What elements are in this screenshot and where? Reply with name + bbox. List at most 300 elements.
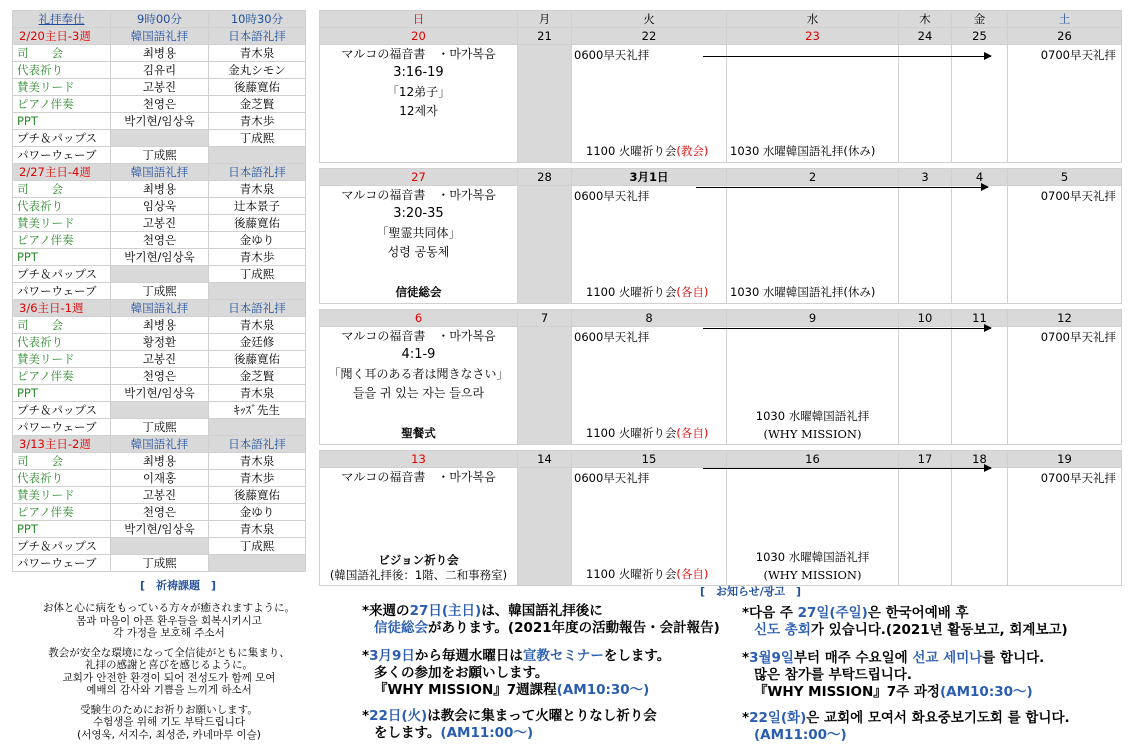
sunday-sermon: [320, 327, 517, 401]
date-cell: 25: [952, 28, 1008, 45]
date-cell: 27: [320, 169, 518, 186]
sunday-event: 信徒総会: [395, 285, 442, 299]
roster-cell-korean: [111, 402, 209, 419]
sermon-title: 「聖霊共同体」: [376, 226, 461, 240]
notice-line: [754, 684, 1033, 701]
roster-row: [13, 249, 306, 266]
roster-role-label: 賛美リード: [13, 215, 111, 232]
sermon-title: 「12弟子」: [386, 85, 451, 99]
notice-line: [754, 622, 1068, 639]
roster-cell-japanese: 青木泉: [209, 385, 306, 402]
duty-roster-table: [12, 10, 306, 572]
roster-cell-korean: 최병용: [111, 45, 209, 62]
continuation-arrow: [696, 187, 988, 188]
roster-role-label: 代表祈り: [13, 334, 111, 351]
weekday-mon: 月: [518, 11, 572, 28]
roster-row: [13, 232, 306, 249]
prayer-line: 受験生のためにお祈りお願いします。: [80, 703, 258, 716]
sermon-passage: 3:20-35: [393, 206, 444, 221]
day-cell: [320, 186, 518, 304]
roster-row: [13, 147, 306, 164]
tuesday-prayer-location: (各自): [676, 285, 709, 299]
week-body-row: [320, 327, 1122, 445]
roster-role-label: パワーウェーブ: [13, 555, 111, 572]
day-cell: [952, 45, 1008, 163]
notice-line: [362, 648, 670, 665]
roster-role-label: 代表祈り: [13, 198, 111, 215]
tuesday-prayer-label: 1100 火曜祈り会: [586, 285, 677, 299]
roster-cell-japanese: 青木泉: [209, 521, 306, 538]
day-cell: [727, 468, 899, 586]
roster-row: [13, 113, 306, 130]
roster-cell-japanese: 金廷修: [209, 334, 306, 351]
weekday-sat: 土: [1008, 11, 1122, 28]
day-cell: [518, 468, 572, 586]
roster-title: 礼拝奉仕: [38, 12, 85, 26]
notice-line: [374, 725, 533, 742]
notice-text: *: [742, 710, 750, 726]
week-body-row: [320, 45, 1122, 163]
notice-text: をします。: [603, 648, 671, 664]
notice-text: 『WHY MISSION』7週課程: [374, 682, 557, 698]
roster-cell-korean: 김유리: [111, 62, 209, 79]
roster-cell-korean: 최병용: [111, 181, 209, 198]
roster-cell-japanese: [209, 419, 306, 436]
date-cell: 3月1日: [572, 169, 727, 186]
roster-row: [13, 283, 306, 300]
roster-row: [13, 45, 306, 62]
sunday-event: 聖餐式: [401, 426, 436, 440]
date-cell: 24: [899, 28, 952, 45]
notice-line: [754, 727, 847, 744]
sermon-book: マルコの福音書 ・마가복음: [341, 470, 496, 484]
roster-role-label: パワーウェーブ: [13, 419, 111, 436]
notice-text: は教会に集まって火曜とりなし祈り会: [427, 708, 657, 724]
saturday-dawn-prayer: 0700早天礼拝: [1040, 48, 1116, 62]
roster-cell-korean: 박기현/임상욱: [111, 249, 209, 266]
prayer-line: 몸과 마음이 아픈 환우들을 회복시키시고: [76, 614, 262, 627]
sermon-passage: 4:1-9: [401, 347, 436, 362]
roster-role-label: 賛美リード: [13, 79, 111, 96]
notice-text: *: [362, 648, 370, 664]
date-cell: 8: [572, 310, 727, 327]
roster-service-korean: 韓国語礼拝: [111, 436, 209, 453]
roster-service-japanese: 日本語礼拝: [209, 164, 306, 181]
roster-cell-japanese: 丁成熙: [209, 130, 306, 147]
date-cell: 23: [727, 28, 899, 45]
notice-highlight: 선교 세미나: [912, 650, 983, 666]
prayer-line: 예배의 감사와 기쁨을 느끼게 하소서: [86, 684, 252, 696]
roster-role-label: ピアノ伴奏: [13, 504, 111, 521]
roster-cell-korean: [111, 538, 209, 555]
day-cell: [1008, 468, 1122, 586]
roster-cell-japanese: 青木歩: [209, 470, 306, 487]
roster-role-label: パワーウェーブ: [13, 283, 111, 300]
date-cell: 28: [518, 169, 572, 186]
date-cell: 7: [518, 310, 572, 327]
notice-text: 가 있습니다.(2021년 활동보고, 회계보고): [810, 622, 1068, 638]
notice-highlight: 22일(화): [749, 710, 807, 726]
prayer-line: 교회가 안전한 환경이 되어 전성도가 함께 모여: [62, 671, 276, 684]
roster-role-label: パワーウェーブ: [13, 147, 111, 164]
roster-row: [13, 351, 306, 368]
day-cell: [1008, 186, 1122, 304]
tuesday-dawn-prayer: 0600早天礼拝: [574, 189, 650, 203]
roster-cell-japanese: 青木歩: [209, 113, 306, 130]
date-cell: 10: [899, 310, 952, 327]
roster-service-korean: 韓国語礼拝: [111, 164, 209, 181]
roster-service-japanese: 日本語礼拝: [209, 28, 306, 45]
notice-text: があります。(2021年度の活動報告・会計報告): [428, 620, 720, 636]
date-row: [320, 451, 1122, 468]
roster-cell-japanese: 青木泉: [209, 45, 306, 62]
roster-role-label: 司 会: [13, 317, 111, 334]
roster-cell-korean: 최병용: [111, 453, 209, 470]
date-row: [320, 310, 1122, 327]
notice-line: [742, 710, 1070, 727]
roster-cell-korean: 丁成熙: [111, 147, 209, 164]
tuesday-prayer-label: 1100 火曜祈り会: [586, 567, 677, 581]
saturday-dawn-prayer: 0700早天礼拝: [1040, 330, 1116, 344]
notice-line: [374, 620, 720, 637]
notice-text: 많은 참가를 부탁드립니다.: [754, 667, 912, 683]
roster-cell-korean: 박기현/임상욱: [111, 385, 209, 402]
weekday-tue: 火: [572, 11, 727, 28]
day-cell: [572, 45, 727, 163]
notice-text: は、韓国語礼拝後に: [481, 603, 603, 619]
roster-role-label: プチ＆パップス: [13, 402, 111, 419]
day-cell: [952, 186, 1008, 304]
roster-cell-japanese: 金丸シモン: [209, 62, 306, 79]
tuesday-prayer-label: 1100 火曜祈り会: [586, 144, 677, 158]
roster-cell-korean: [111, 266, 209, 283]
roster-row: [13, 538, 306, 555]
notice-text: *来週の: [362, 603, 410, 619]
date-cell: 14: [518, 451, 572, 468]
roster-cell-japanese: 青木歩: [209, 249, 306, 266]
saturday-dawn-prayer: 0700早天礼拝: [1040, 471, 1116, 485]
roster-header-9am: 9時00分: [111, 11, 209, 28]
roster-service-korean: 韓国語礼拝: [111, 300, 209, 317]
date-cell: 21: [518, 28, 572, 45]
roster-role-label: 司 会: [13, 453, 111, 470]
sermon-book: マルコの福音書 ・마가복음: [341, 188, 496, 202]
notice-line: [374, 665, 548, 682]
day-cell: [518, 327, 572, 445]
notice-highlight: 27日(主日): [409, 603, 482, 619]
notice-highlight: 3월9일: [749, 650, 794, 666]
weekday-wed: 水: [727, 11, 899, 28]
roster-role-label: 代表祈り: [13, 470, 111, 487]
roster-week-date: 2/27主日-4週: [13, 164, 111, 181]
saturday-dawn-prayer: 0700早天礼拝: [1040, 189, 1116, 203]
day-cell: [320, 45, 518, 163]
day-cell: [320, 327, 518, 445]
notice-text: 은 교회에 모여서 화요중보기도회 를 합니다.: [806, 710, 1070, 726]
roster-cell-japanese: ｷｯｽﾞ先生: [209, 402, 306, 419]
roster-cell-japanese: [209, 555, 306, 572]
tuesday-prayer-meeting: [586, 425, 708, 441]
roster-cell-korean: 천영은: [111, 232, 209, 249]
notice-text: 를 합니다.: [982, 650, 1045, 666]
tuesday-dawn-prayer: 0600早天礼拝: [574, 48, 650, 62]
sunday-sermon: [320, 468, 517, 485]
roster-role-label: PPT: [13, 385, 111, 402]
roster-header-title: [13, 11, 111, 28]
notice-text: *: [742, 650, 750, 666]
calendar-table: [319, 10, 1122, 586]
notice-highlight: 22日(火): [369, 708, 428, 724]
roster-week-date: 3/6主日-1週: [13, 300, 111, 317]
sermon-title: 「聞く耳のある者は聞きなさい」: [328, 367, 509, 381]
roster-week-date: 2/20主日-3週: [13, 28, 111, 45]
roster-role-label: プチ＆パップス: [13, 266, 111, 283]
notice-time: (AM11:00～): [440, 725, 534, 741]
sermon-title: 들을 귀 있는 자는 들으라: [352, 386, 485, 400]
day-cell: [1008, 327, 1122, 445]
tuesday-dawn-prayer: 0600早天礼拝: [574, 471, 650, 485]
tuesday-prayer-location: (各自): [676, 567, 709, 581]
roster-cell-korean: 丁成熙: [111, 555, 209, 572]
day-cell: [1008, 45, 1122, 163]
roster-week-date: 3/13主日-2週: [13, 436, 111, 453]
roster-service-korean: 韓国語礼拝: [111, 28, 209, 45]
roster-cell-japanese: [209, 283, 306, 300]
roster-role-label: 賛美リード: [13, 351, 111, 368]
sermon-title: 12제자: [399, 104, 438, 118]
roster-week-header: [13, 164, 306, 181]
weekday-fri: 金: [952, 11, 1008, 28]
day-cell: [320, 468, 518, 586]
date-cell: 9: [727, 310, 899, 327]
roster-cell-korean: 천영은: [111, 504, 209, 521]
tuesday-prayer-meeting: [586, 143, 708, 159]
roster-cell-korean: 임상욱: [111, 198, 209, 215]
roster-role-label: ピアノ伴奏: [13, 96, 111, 113]
roster-cell-korean: 이재홍: [111, 470, 209, 487]
roster-cell-japanese: 金ゆり: [209, 232, 306, 249]
week-body-row: [320, 468, 1122, 586]
notice-line: [362, 603, 603, 620]
roster-row: [13, 487, 306, 504]
roster-service-japanese: 日本語礼拝: [209, 436, 306, 453]
date-cell: 4: [952, 169, 1008, 186]
notice-text: *다음 주: [742, 605, 798, 621]
roster-cell-korean: 고봉진: [111, 215, 209, 232]
day-cell: [899, 186, 952, 304]
prayer-line: 礼拝の感謝と喜びを感じるように。: [85, 659, 253, 671]
sermon-title: 성령 공동체: [387, 245, 450, 259]
roster-role-label: プチ＆パップス: [13, 538, 111, 555]
roster-row: [13, 419, 306, 436]
roster-cell-korean: [111, 130, 209, 147]
roster-row: [13, 334, 306, 351]
roster-row: [13, 402, 306, 419]
date-cell: 15: [572, 451, 727, 468]
notice-line: [362, 708, 657, 725]
notice-highlight: 3月9日: [369, 648, 415, 664]
roster-row: [13, 79, 306, 96]
wednesday-service: 1030 水曜韓国語礼拝(休み): [730, 285, 876, 299]
prayer-line: お体と心に病をもっている方々が癒されますように。: [43, 602, 295, 614]
continuation-arrow: [703, 468, 991, 469]
roster-cell-korean: 고봉진: [111, 487, 209, 504]
roster-service-japanese: 日本語礼拝: [209, 300, 306, 317]
sermon-book: マルコの福音書 ・마가복음: [341, 329, 496, 343]
date-cell: 19: [1008, 451, 1122, 468]
continuation-arrow: [703, 56, 991, 57]
roster-cell-japanese: 後藤寛佑: [209, 215, 306, 232]
roster-row: [13, 62, 306, 79]
notice-highlight: 信徒総会: [374, 620, 428, 636]
weekday-thu: 木: [899, 11, 952, 28]
roster-role-label: 司 会: [13, 45, 111, 62]
day-cell: [518, 45, 572, 163]
roster-row: [13, 521, 306, 538]
notice-text: をします。: [374, 725, 441, 741]
day-cell: [899, 327, 952, 445]
notice-time: (AM10:30～): [939, 684, 1033, 700]
notice-text: 은 한국어예배 후: [867, 605, 969, 621]
notice-highlight: 宣教セミナー: [522, 648, 604, 664]
tuesday-prayer-location: (教会): [676, 144, 709, 158]
notice-line: [754, 667, 912, 684]
roster-week-header: [13, 28, 306, 45]
date-cell: 2: [727, 169, 899, 186]
roster-cell-japanese: 青木泉: [209, 181, 306, 198]
roster-cell-japanese: 青木泉: [209, 317, 306, 334]
notice-line: [374, 682, 649, 699]
notice-time: (AM10:30～): [556, 682, 650, 698]
day-cell: [727, 45, 899, 163]
notice-text: 多くの参加をお願いします。: [374, 665, 549, 681]
roster-cell-korean: 황정환: [111, 334, 209, 351]
roster-cell-japanese: 青木泉: [209, 453, 306, 470]
roster-role-label: PPT: [13, 113, 111, 130]
tuesday-prayer-location: (各自): [676, 426, 709, 440]
notices-title: [ お知らせ/광고 ]: [700, 585, 801, 598]
weekday-sun: 日: [320, 11, 518, 28]
roster-row: [13, 470, 306, 487]
sunday-sermon: [320, 186, 517, 260]
roster-role-label: 賛美リード: [13, 487, 111, 504]
continuation-arrow: [703, 328, 991, 329]
day-cell: [572, 327, 727, 445]
tuesday-dawn-prayer: 0600早天礼拝: [574, 330, 650, 344]
day-cell: [952, 468, 1008, 586]
notice-highlight: 27일(주일): [797, 605, 868, 621]
roster-cell-korean: 박기현/임상욱: [111, 521, 209, 538]
wednesday-service-note: (WHY MISSION): [763, 568, 862, 582]
roster-header-1030: 10時30分: [209, 11, 306, 28]
roster-cell-japanese: 辻本景子: [209, 198, 306, 215]
date-cell: 5: [1008, 169, 1122, 186]
date-cell: 3: [899, 169, 952, 186]
roster-cell-korean: 천영은: [111, 96, 209, 113]
roster-role-label: 司 会: [13, 181, 111, 198]
day-cell: [952, 327, 1008, 445]
date-cell: 22: [572, 28, 727, 45]
roster-row: [13, 453, 306, 470]
roster-row: [13, 504, 306, 521]
notice-text: から毎週水曜日は: [414, 648, 523, 664]
roster-cell-korean: 丁成熙: [111, 283, 209, 300]
roster-row: [13, 385, 306, 402]
date-cell: 16: [727, 451, 899, 468]
day-cell: [572, 186, 727, 304]
prayer-line: 수험생을 위해 기도 부탁드립니다: [92, 716, 245, 728]
roster-week-header: [13, 300, 306, 317]
roster-row: [13, 317, 306, 334]
date-cell: 20: [320, 28, 518, 45]
date-cell: 13: [320, 451, 518, 468]
notice-time: (AM11:00～): [754, 727, 847, 743]
date-cell: 6: [320, 310, 518, 327]
roster-cell-japanese: 後藤寛佑: [209, 79, 306, 96]
tuesday-prayer-meeting: [586, 566, 708, 582]
day-cell: [572, 468, 727, 586]
roster-cell-japanese: 金芝賢: [209, 96, 306, 113]
wednesday-service-note: (WHY MISSION): [763, 427, 862, 441]
roster-cell-korean: 고봉진: [111, 79, 209, 96]
roster-role-label: 代表祈り: [13, 62, 111, 79]
roster-cell-korean: 박기현/임상욱: [111, 113, 209, 130]
roster-role-label: PPT: [13, 249, 111, 266]
roster-role-label: PPT: [13, 521, 111, 538]
roster-cell-japanese: 後藤寛佑: [209, 351, 306, 368]
roster-row: [13, 368, 306, 385]
sunday-event-note: (韓国語礼拝後：1階、二和事務室): [329, 568, 508, 582]
day-cell: [727, 327, 899, 445]
roster-week-header: [13, 436, 306, 453]
roster-row: [13, 96, 306, 113]
prayer-line: 教会が安全な環境になって全信徒がともに集まり、: [48, 646, 290, 659]
notice-highlight: 신도 총회: [754, 622, 811, 638]
week-body-row: [320, 186, 1122, 304]
roster-cell-japanese: 金ゆり: [209, 504, 306, 521]
prayer-line: (서영욱, 서지수, 최성준, 카네마루 이슬): [77, 728, 261, 741]
date-row: [320, 28, 1122, 45]
sermon-book: マルコの福音書 ・마가복음: [341, 47, 496, 61]
sunday-event: ビジョン祈り会: [378, 553, 459, 567]
roster-role-label: ピアノ伴奏: [13, 232, 111, 249]
roster-row: [13, 266, 306, 283]
roster-row: [13, 215, 306, 232]
date-cell: 17: [899, 451, 952, 468]
notice-line: [742, 650, 1044, 667]
date-cell: 18: [952, 451, 1008, 468]
notice-text: 『WHY MISSION』7주 과정: [754, 684, 940, 700]
notice-line: [742, 605, 969, 622]
roster-row: [13, 198, 306, 215]
roster-row: [13, 181, 306, 198]
roster-cell-japanese: 丁成熙: [209, 266, 306, 283]
sunday-sermon: [320, 45, 517, 119]
roster-cell-korean: 丁成熙: [111, 419, 209, 436]
roster-row: [13, 555, 306, 572]
date-cell: 11: [952, 310, 1008, 327]
notice-text: 부터 매주 수요일에: [793, 650, 913, 666]
day-cell: [899, 45, 952, 163]
wednesday-service: 1030 水曜韓国語礼拝: [755, 409, 870, 423]
roster-row: [13, 130, 306, 147]
day-cell: [727, 186, 899, 304]
prayer-line: 각 가정을 보호해 주소서: [113, 627, 225, 639]
wednesday-service: 1030 水曜韓国語礼拝(休み): [730, 144, 876, 158]
roster-cell-korean: 최병용: [111, 317, 209, 334]
wednesday-service: 1030 水曜韓国語礼拝: [755, 550, 870, 564]
date-cell: 26: [1008, 28, 1122, 45]
